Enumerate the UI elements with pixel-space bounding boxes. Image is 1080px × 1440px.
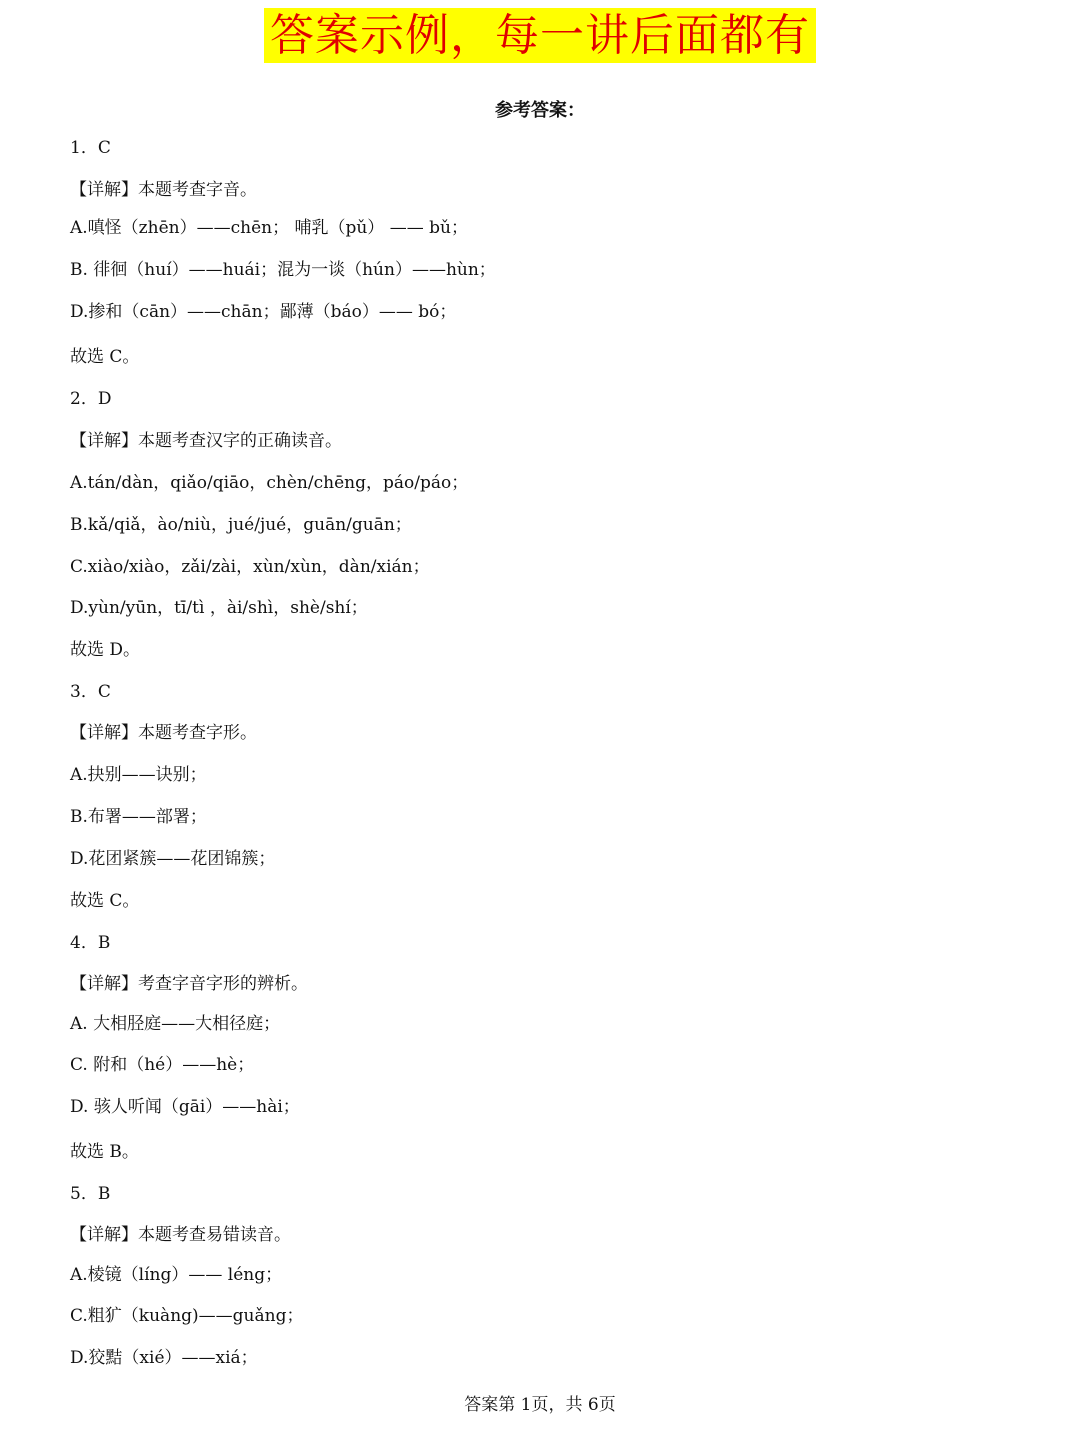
option-line: A.嗔怪（zhēn）——chēn； 哺乳（pǔ） —— bǔ；	[70, 218, 468, 238]
conclusion-line: 故选 C。	[70, 891, 140, 911]
answers-heading: 参考答案：	[495, 100, 585, 121]
option-line: B. 徘徊（huí）——huái；混为一谈（hún）——hùn；	[70, 260, 496, 280]
explanation-line: 【详解】本题考查字形。	[70, 723, 257, 743]
option-line: D.花团紧簇——花团锦簇；	[70, 849, 276, 869]
option-line: C.xiào/xiào，zǎi/zài，xùn/xùn，dàn/xián；	[70, 557, 430, 577]
answer-number: 3．C	[70, 682, 111, 702]
answer-number: 5．B	[70, 1184, 111, 1204]
option-line: C.粗犷（kuàng)——guǎng；	[70, 1306, 304, 1326]
title-banner: 答案示例，每一讲后面都有	[264, 8, 816, 63]
option-line: D.掺和（cān）——chān；鄙薄（báo）—— bó；	[70, 302, 457, 322]
option-line: A.抉别——诀别；	[70, 765, 207, 785]
option-line: A. 大相胫庭——大相径庭；	[70, 1014, 281, 1034]
option-line: D.狡黠（xié）——xiá；	[70, 1348, 258, 1368]
answer-number: 2．D	[70, 389, 112, 409]
answer-number: 4．B	[70, 933, 111, 953]
option-line: B.布署——部署；	[70, 807, 207, 827]
explanation-line: 【详解】本题考查汉字的正确读音。	[70, 431, 342, 451]
option-line: A.tán/dàn，qiǎo/qiāo，chèn/chēng，páo/páo；	[70, 473, 469, 493]
page-footer: 答案第 1页，共 6页	[464, 1395, 616, 1415]
option-line: C. 附和（hé）——hè；	[70, 1055, 255, 1075]
conclusion-line: 故选 D。	[70, 640, 141, 660]
option-line: D.yùn/yūn，tī/tì ，ài/shì，shè/shí；	[70, 598, 368, 618]
option-line: A.棱镜（líng）—— léng；	[70, 1265, 283, 1285]
explanation-line: 【详解】本题考查字音。	[70, 180, 257, 200]
conclusion-line: 故选 C。	[70, 347, 140, 367]
explanation-line: 【详解】考查字音字形的辨析。	[70, 974, 308, 994]
option-line: B.kǎ/qiǎ，ào/niù，jué/jué，guān/guān；	[70, 515, 412, 535]
explanation-line: 【详解】本题考查易错读音。	[70, 1225, 291, 1245]
answer-number: 1．C	[70, 138, 111, 158]
option-line: D. 骇人听闻（gāi）——hài；	[70, 1097, 300, 1117]
conclusion-line: 故选 B。	[70, 1142, 139, 1162]
